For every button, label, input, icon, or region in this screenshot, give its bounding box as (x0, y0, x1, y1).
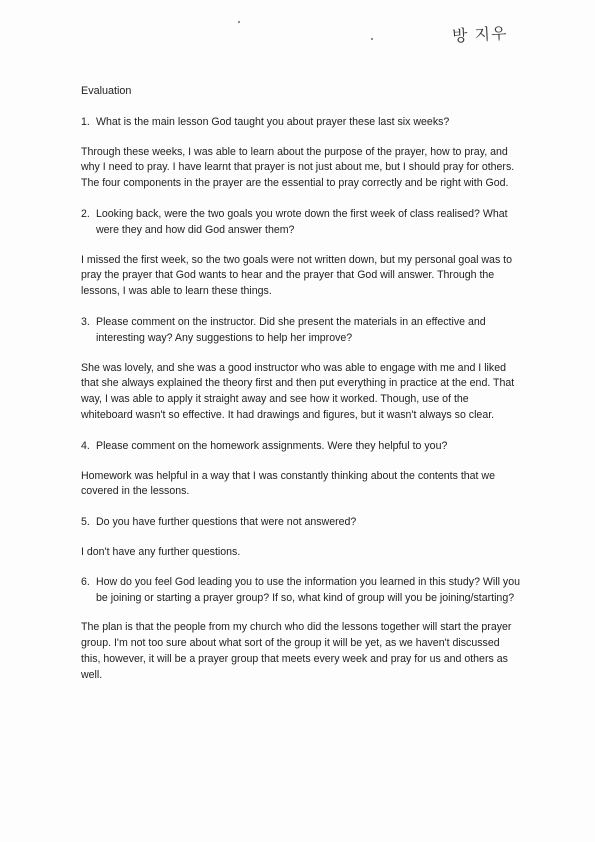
handwritten-signature: 방 지우 (451, 23, 508, 46)
question-text: Please comment on the homework assignments. Were they helpful to you? (96, 439, 448, 452)
question-number: 4. (81, 439, 90, 452)
question-text: How do you feel God leading you to use the information you learned in this study? Will you be joining or starting a prayer group? If so, what kind of group will you be joining/starting? (96, 575, 520, 604)
evaluation-content (81, 84, 521, 699)
answer-6: The plan is that the people from my church who did the lessons together will start the prayer group. I'm not too sure about what sort of the group it will be yet, as we haven't discussed this, however, it will be a prayer group that meets every week and pray for us and others as well. (81, 621, 512, 681)
answer-2: I missed the first week, so the two goals were not written down, but my personal goal was to pray the prayer that God wants to hear and the prayer that God will answer. Through the lessons, I was able to learn these things. (81, 253, 513, 298)
scan-speck (371, 38, 373, 40)
answer-4: Homework was helpful in a way that I was constantly thinking about the contents that we covered in the lessons. (81, 469, 495, 498)
question-1 (81, 115, 521, 131)
question-number: 5. (81, 516, 90, 529)
answer-3: She was lovely, and she was a good instructor who was able to engage with me and I liked that she always explained the theory first and then put everything in practice at the end. That way, I was able to apply it straight away and see how it worked. Though, use of the whiteboard wasn't so effective. It had drawings and figures, but it wasn't always so clear. (81, 361, 515, 421)
question-text: Looking back, were the two goals you wrote down the first week of class realised? What were they and how did God answer them? (96, 207, 508, 236)
answer-1: Through these weeks, I was able to learn about the purpose of the prayer, how to pray, and why I need to pray. I have learnt that prayer is not just about me, but I should pray for others. The four components in the prayer are the essential to pray correctly and be right with God. (81, 145, 515, 190)
question-number: 1. (81, 115, 90, 128)
question-5 (81, 515, 521, 531)
question-number: 2. (81, 207, 90, 220)
page-heading: Evaluation (81, 85, 132, 97)
question-text: Do you have further questions that were not answered? (96, 516, 357, 529)
question-text: What is the main lesson God taught you about prayer these last six weeks? (96, 115, 450, 128)
question-3 (81, 315, 521, 347)
scan-speck (238, 21, 240, 23)
question-4 (81, 439, 521, 455)
question-text: Please comment on the instructor. Did she present the materials in an effective and interesting way? Any suggestions to help her improve? (96, 315, 486, 344)
question-2 (81, 207, 521, 239)
question-6 (81, 575, 521, 607)
question-number: 3. (81, 315, 90, 328)
question-number: 6. (81, 575, 90, 588)
answer-5: I don't have any further questions. (81, 545, 241, 558)
